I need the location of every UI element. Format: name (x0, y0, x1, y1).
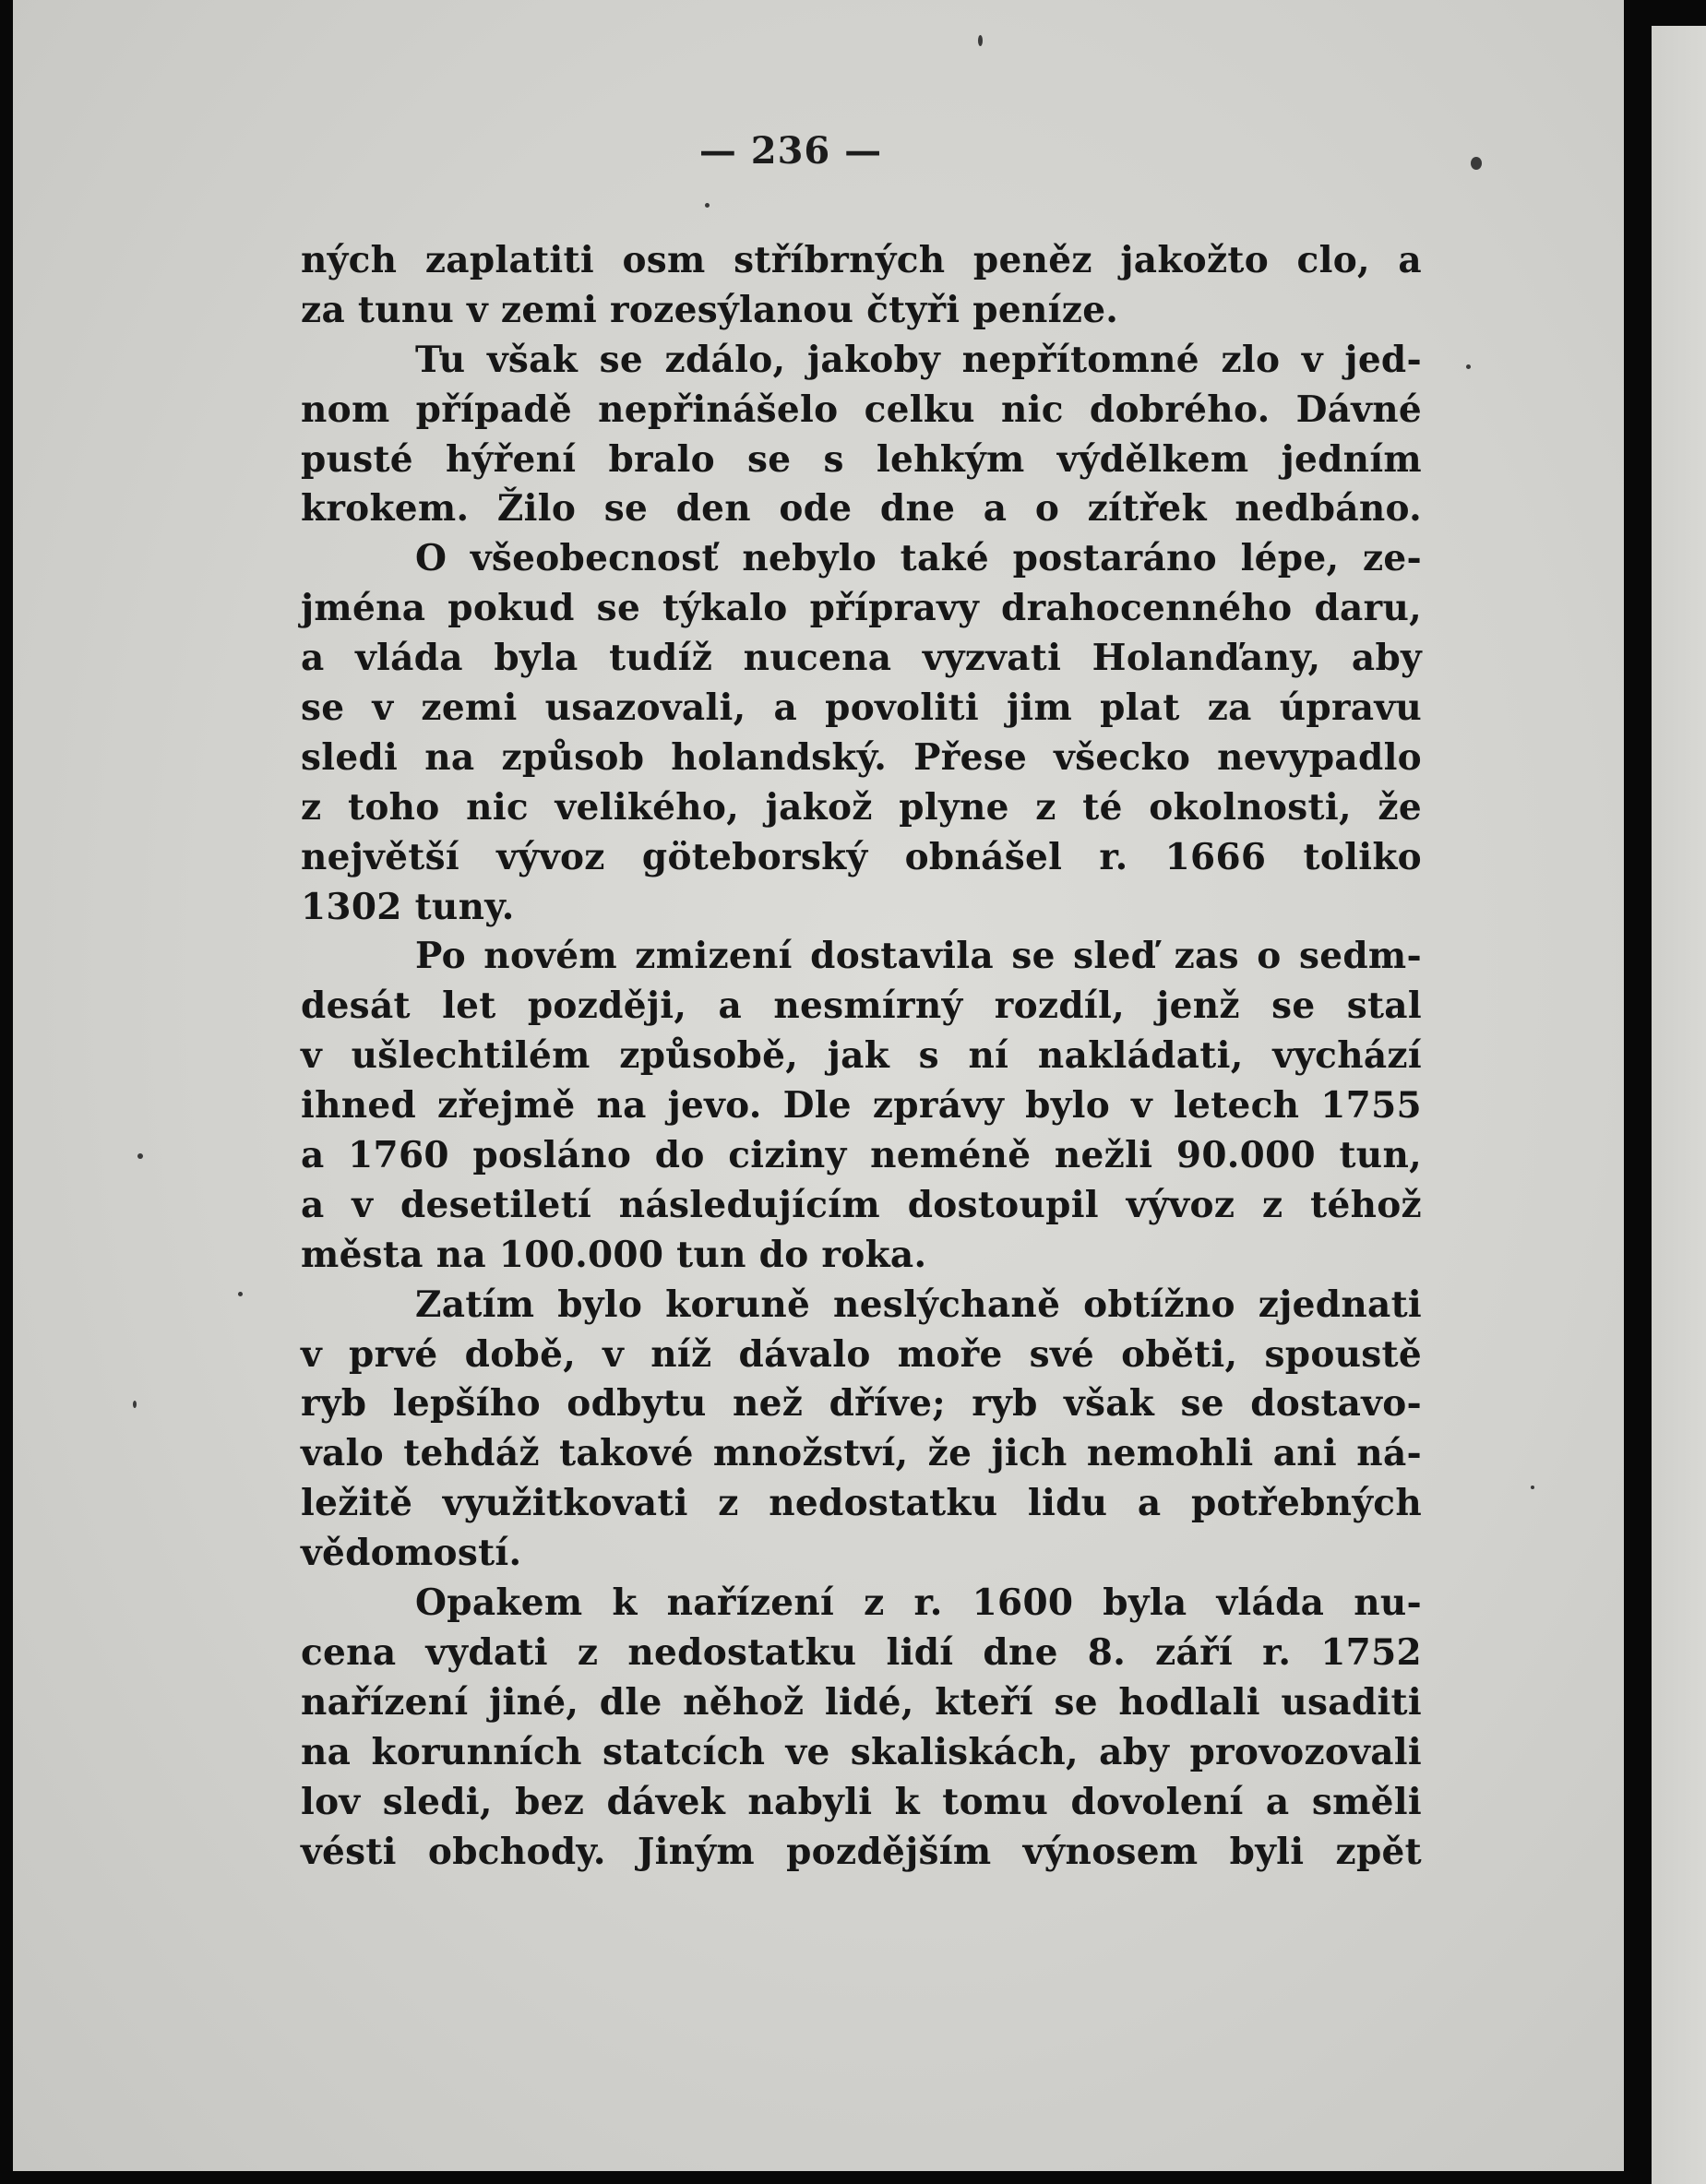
text-line: krokem. Žilo se den ode dne a o zítřek nedbáno. (301, 487, 1422, 531)
ink-speck (133, 1401, 137, 1408)
ink-speck (137, 1153, 143, 1159)
page-number: — 236 — (698, 129, 883, 173)
text-line: města na 100.000 tun do roka. (301, 1233, 927, 1276)
text-line: ihned zřejmě na jevo. Dle zprávy bylo v letech 1755 (301, 1084, 1422, 1128)
body-text (301, 236, 1422, 1877)
text-line: za tunu v zemi rozesýlanou čtyři peníze. (301, 288, 1119, 331)
text-line: Po novém zmizení dostavila se sleď zas o sedm- (415, 935, 1422, 978)
text-line: cena vydati z nedostatku lidí dne 8. září r. 1752 (301, 1630, 1422, 1674)
text-line: Tu však se zdálo, jakoby nepřítomné zlo v jed- (415, 338, 1422, 381)
text-line: jména pokud se týkalo přípravy drahocenného daru, (301, 587, 1422, 630)
text-line: pusté hýření bralo se s lehkým výdělkem jedním (301, 437, 1422, 481)
text-line: z toho nic velikého, jakož plyne z té okolnosti, že (301, 785, 1422, 829)
text-line: ných zaplatiti osm stříbrných peněz jakožto clo, a (301, 239, 1422, 281)
text-line: na korunních statcích ve skaliskách, aby provozovali (301, 1730, 1422, 1773)
ink-speck (705, 203, 710, 208)
ink-speck (1466, 364, 1471, 369)
text-line: a 1760 posláno do ciziny neméně nežli 90.000 tun, (301, 1134, 1422, 1177)
text-line: lov sledi, bez dávek nabyli k tomu dovolení a směli (301, 1780, 1422, 1823)
text-line: Opakem k nařízení z r. 1600 byla vláda nu- (415, 1581, 1422, 1625)
text-line: O všeobecnosť nebylo také postaráno lépe, ze- (415, 537, 1422, 580)
text-line: a vláda byla tudíž nucena vyzvati Holanďany, aby (301, 637, 1422, 680)
adjacent-page-edge (1652, 26, 1706, 2184)
text-line: v ušlechtilém způsobě, jak s ní nakládati, vychází (301, 1034, 1422, 1078)
ink-speck (1531, 1486, 1534, 1489)
text-line: se v zemi usazovali, a povoliti jim plat za úpravu (301, 686, 1422, 730)
text-line: nom případě nepřinášelo celku nic dobrého. Dávné (301, 388, 1422, 431)
text-line: a v desetiletí následujícím dostoupil vývoz z téhož (301, 1183, 1422, 1226)
text-line: valo tehdáž takové množství, že jich nemohli ani ná- (301, 1432, 1422, 1475)
text-line: Zatím bylo koruně neslýchaně obtížno zjednati (415, 1283, 1422, 1326)
text-line: ryb lepšího odbytu než dříve; ryb však se dostavo- (301, 1382, 1422, 1426)
text-line: 1302 tuny. (301, 885, 515, 928)
text-line: vědomostí. (301, 1532, 522, 1575)
text-line: sledi na způsob holandský. Přese všecko nevypadlo (301, 735, 1422, 779)
text-line: vésti obchody. Jiným pozdějším výnosem byli zpět (301, 1830, 1422, 1873)
text-line: ležitě využitkovati z nedostatku lidu a potřebných (301, 1482, 1422, 1525)
ink-speck (238, 1292, 243, 1296)
book-page (13, 0, 1624, 2171)
text-line: největší vývoz göteborský obnášel r. 1666 toliko (301, 835, 1422, 878)
text-line: desát let později, a nesmírný rozdíl, jenž se stal (301, 985, 1422, 1028)
ink-speck (978, 35, 983, 46)
text-line: nařízení jiné, dle něhož lidé, kteří se hodlali usaditi (301, 1680, 1422, 1724)
text-line: v prvé době, v níž dávalo moře své oběti, spoustě (301, 1332, 1422, 1376)
